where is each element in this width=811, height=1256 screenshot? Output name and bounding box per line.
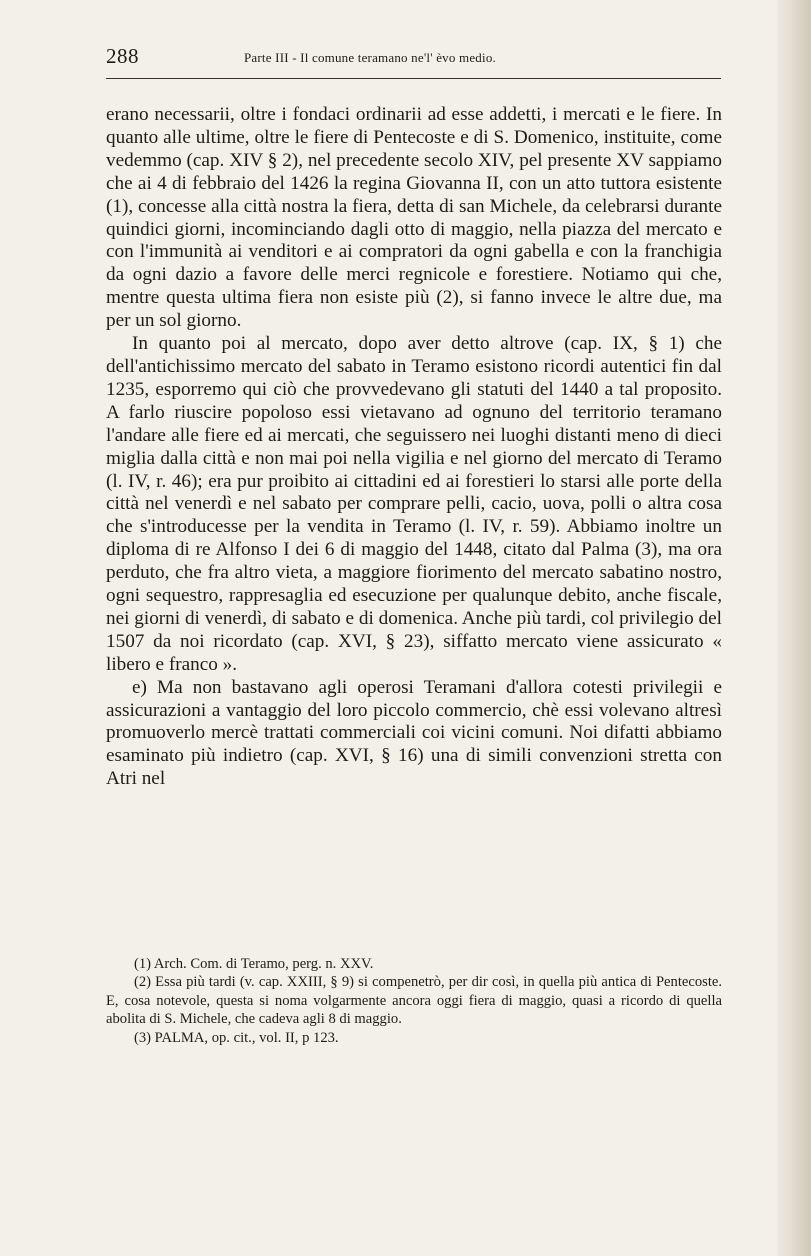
footnotes [106,955,722,1047]
header-rule [106,78,721,79]
paragraph-3: e) Ma non bastavano agli operosi Teramani d'allora cotesti privilegii e assicurazioni a vantaggio del loro piccolo commercio, chè essi volevano altresì promuoverlo mercè trattati commerciali coi vicini comuni. Noi difatti abbiamo esaminato più indietro (cap. XVI, § 16) una di simili convenzioni stretta con Atri nel [106,676,722,790]
page-number: 288 [106,44,139,68]
page-gutter-edge [777,0,811,1256]
paragraph-2: In quanto poi al mercato, dopo aver detto altrove (cap. IX, § 1) che dell'antichissimo mercato del sabato in Teramo esistono ricordi autentici fin dal 1235, esporremo qui ciò che provvedevano gli statuti del 1440 a tal proposito. A farlo riuscire popoloso essi vietavano ad ognuno del territorio teramano l'andare alle fiere ed ai mercati, che seguissero nei luoghi distanti meno di dieci miglia dalla città e non mai poi nella vigilia e nel giorno del mercato di Teramo (l. IV, r. 46); era pur proibito ai cittadini ed ai forestieri lo starsi alle porte della città nel venerdì e nel sabato per comprare pelli, cacio, uova, polli o altra cosa che s'introducesse per la vendita in Teramo (l. IV, r. 59). Abbiamo inoltre un diploma di re Alfonso I dei 6 di maggio del 1448, citato dal Palma (3), ma ora perduto, che fra altro vieta, a maggiore fiorimento del mercato sabatino nostro, ogni sequestro, rappresaglia ed esecuzione per qualunque debito, anche fiscale, nei giorni di venerdì, di sabato e di domenica. Anche più tardi, col privilegio del 1507 da noi ricordato (cap. XVI, § 23), siffatto mercato viene assicurato « libero e franco ». [106,333,722,675]
running-head: Parte III - Il comune teramano ne'l' èvo medio. [244,50,496,65]
body-text [106,104,722,791]
paragraph-1: erano necessarii, oltre i fondaci ordinarii ad esse addetti, i mercati e le fiere. In quanto alle ultime, oltre le fiere di Pentecoste e di S. Domenico, instituite, come vedemmo (cap. XIV § 2), nel precedente secolo XIV, pel presente XV sappiamo che ai 4 di febbraio del 1426 la regina Giovanna II, con un atto tuttora esistente (1), concesse alla città nostra la fiera, detta di san Michele, da celebrarsi durante quindici giorni, incominciando dagli otto di maggio, nella piazza del mercato e con l'immunità ai venditori e ai compratori da ogni gabella e con la franchigia da ogni dazio a favore delle merci regnicole e forestiere. Notiamo qui che, mentre questa ultima fiera non esiste più (2), si fanno invece le altre due, ma per un sol giorno. [106,104,722,332]
footnote-2: (2) Essa più tardi (v. cap. XXIII, § 9) si compenetrò, per dir così, in quella più antica di Pentecoste. E, cosa notevole, questa si noma volgarmente ancora oggi fiera di maggio, quasi a ricordo di quella abolita di S. Michele, che cadeva agli 8 di maggio. [106,974,722,1028]
footnote-1: (1) Arch. Com. di Teramo, perg. n. XXV. [134,956,374,972]
footnote-3: (3) PALMA, op. cit., vol. II, p 123. [134,1029,339,1046]
page-header [106,44,721,72]
